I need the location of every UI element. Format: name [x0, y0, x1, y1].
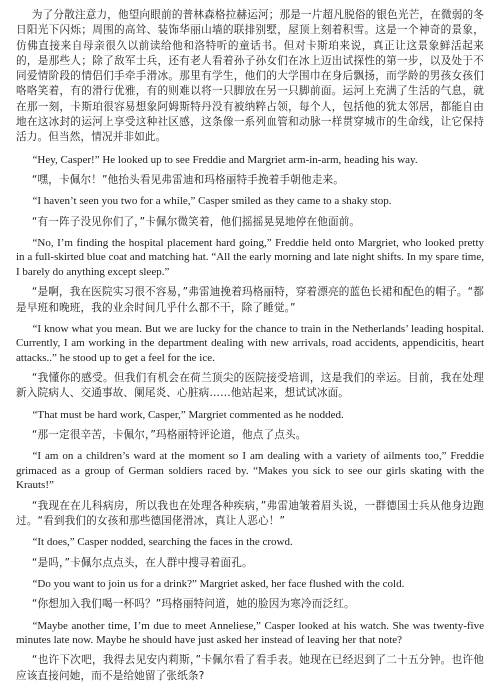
dialogue-paragraph-zh: “那一定很辛苦，卡佩尔，”玛格丽特评论道，他点了点头。 [31, 429, 307, 442]
dialogue-paragraph-zh: “我现在在儿科病房，所以我也在处理各种疾病，”弗雷迪皱着眉头说，一群德国士兵从他身边跑过。“看到我们的女孩和那些德国佬滑冰，真让人恶心！” [16, 499, 484, 527]
dialogue-paragraph-en: “No, I’m finding the hospital placement hard going,” Freddie held onto Margriet, who looked pretty in a full-skirted blue coat and matching hat. “All the early morning and late night shifts. In my spare time, I barely do anything except sleep.” [16, 237, 484, 278]
dialogue-paragraph-zh: “我懂你的感受。但我们有机会在荷兰顶尖的医院接受培训，这是我们的幸运。目前，我在处理新入院病人、交通事故、阑尾炎、心脏病……他站起来，想试试冰面。 [16, 372, 484, 400]
dialogue-paragraph-en: “I am on a children’s ward at the moment so I am dealing with a variety of ailments too,” Freddie grimaced as a group of German soldiers raced by. “Makes you sick to see our girls skating with the Krauts!” [16, 450, 484, 492]
dialogue-paragraph-en: “I know what you mean. But we are lucky for the chance to train in the Netherlands’ leading hospital. Currently, I am working in the department dealing with new arrivals, road accidents, appendicitis, heart attacks..” he stood up to get a feel for the ice. [16, 322, 484, 364]
dialogue-paragraph-zh: “嘿，卡佩尔！”他抬头看见弗雷迪和玛格丽特手挽着手朝他走来。 [31, 174, 344, 187]
dialogue-paragraph-zh: “是吗，”卡佩尔点点头，在人群中搜寻着面孔。 [31, 556, 253, 569]
intro-paragraph-zh: 为了分散注意力，他望向眼前的普林森格拉赫运河；那是一片超凡脱俗的银色光芒，在微弱的冬日阳光下闪烁；周围的高耸、装饰华丽山墙的联排别墅，屋顶上刻着积雪。这是一个神奇的景象，仿佛直接来自母亲很久以前读给他和洛特听的童话书。但对卡斯珀来说，真正让这景象鲜活起来的，是那些人；除了敌军士兵，还有老人看着孙子孙女们在冰上迈出试探性的第一步，以及处于不同爱情阶段的情侣们手牵手滑冰。那里有学生，他们的大学围巾在身后飘扬，而学龄的男孩女孩们咯咯笑着，有的滑行优雅，有的则难以将一只脚放在另一只脚前面。运河上充满了生活的气息，就在那一刻，卡斯珀很容易想象阿姆斯特丹没有被纳粹占领，每个人，包括他的犹太邻居，都能自由地在这冰封的运河上享受这种社区感，这条像一系列血管和动脉一样贯穿城市的生命线，让它保持活力。但当然，情况并非如此。 [16, 9, 484, 144]
dialogue-paragraph-en: “Maybe another time, I’m due to meet Anneliese,” Casper looked at his watch. She was twenty-five minutes late now. Maybe he should have just asked her instead of leaving her that note? [16, 619, 484, 647]
dialogue-paragraph-zh: “你想加入我们喝一杯吗？”玛格丽特问道，她的脸因为寒冷而泛红。 [31, 598, 355, 611]
dialogue-paragraph-zh: “有一阵子没见你们了，”卡佩尔微笑着，他们摇摇晃晃地停在他面前。 [31, 215, 361, 228]
dialogue-paragraph-en: “I haven’t seen you two for a while,” Casper smiled as they came to a shaky stop. [32, 195, 392, 208]
dialogue-paragraph-en: “Hey, Casper!” He looked up to see Freddie and Margriet arm-in-arm, heading his way. [32, 153, 418, 166]
dialogue-paragraph-en: “Do you want to join us for a drink?” Margriet asked, her face flushed with the cold. [32, 577, 405, 590]
dialogue-paragraph-zh: “也许下次吧，我得去见安内莉斯，”卡佩尔看了看手表。她现在已经迟到了二十五分钟。也许他应该直接问她，而不是给她留了张纸条? [16, 654, 484, 682]
dialogue-paragraph-en: “That must be hard work, Casper,” Margriet commented as he nodded. [32, 408, 344, 421]
dialogue-paragraph-zh: “是啊，我在医院实习很不容易，”弗雷迪挽着玛格丽特，穿着漂亮的蓝色长裙和配色的帽子。“都是早班和晚班，我的业余时间几乎什么都不干，除了睡觉。” [16, 286, 484, 314]
dialogue-paragraph-en: “It does,” Casper nodded, searching the faces in the crowd. [32, 536, 293, 549]
